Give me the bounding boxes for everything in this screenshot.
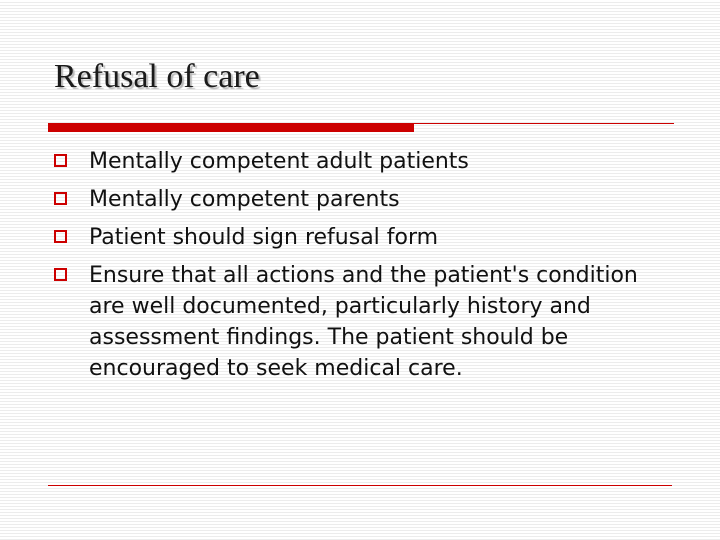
bullet-text: Mentally competent parents: [89, 187, 400, 212]
title-underline-thin: [414, 123, 674, 124]
bullet-list: [52, 146, 672, 391]
bullet-item: [52, 222, 672, 253]
hollow-square-bullet-icon: [54, 192, 67, 205]
hollow-square-bullet-icon: [54, 230, 67, 243]
footer-rule: [48, 485, 672, 486]
hollow-square-bullet-icon: [54, 154, 67, 167]
title-underline-thick: [48, 123, 414, 132]
slide-title: Refusal of care: [54, 58, 260, 95]
bullet-item: [52, 146, 672, 177]
bullet-item: [52, 184, 672, 215]
bullet-text: Mentally competent adult patients: [89, 149, 469, 174]
bullet-text: Ensure that all actions and the patient's condition are well documented, particularly history and assessment findings. The patient should be encouraged to seek medical care.: [89, 263, 638, 381]
hollow-square-bullet-icon: [54, 268, 67, 281]
bullet-item: [52, 260, 672, 384]
bullet-text: Patient should sign refusal form: [89, 225, 439, 250]
